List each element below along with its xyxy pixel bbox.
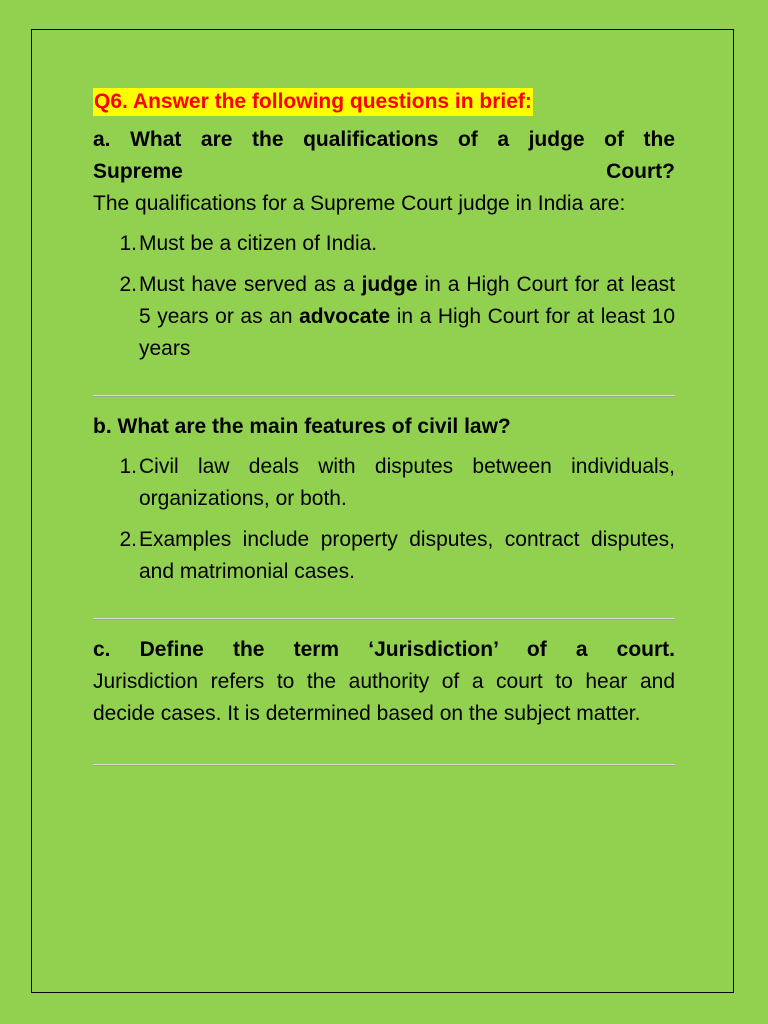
section-c — [93, 634, 675, 730]
divider — [93, 395, 675, 397]
list-text: Civil law deals with disputes between individuals, organizations, or both. — [139, 455, 675, 510]
text-fragment: Must have served as a — [139, 273, 362, 296]
list-text: Examples include property disputes, contract disputes, and matrimonial cases. — [139, 528, 675, 583]
text-fragment: in a High Court for at least 5 years or as an — [139, 273, 675, 328]
page-title: Q6. Answer the following questions in brief: — [93, 88, 533, 116]
list-number: 1. — [119, 455, 137, 478]
title-wrap — [93, 86, 675, 118]
list-text: Must be a citizen of India. — [139, 232, 378, 255]
question-a-line1: a. What are the qualifications of a judge of the — [93, 128, 675, 151]
question-a-line2: Supreme Court? — [93, 160, 675, 183]
question-b: b. What are the main features of civil law? — [93, 415, 511, 438]
list-item — [93, 228, 675, 260]
divider — [93, 618, 675, 620]
list-number: 1. — [119, 232, 137, 255]
list-item — [93, 524, 675, 588]
list-text — [139, 269, 675, 365]
section-b — [93, 411, 675, 588]
list-item — [93, 269, 675, 365]
answer-a-intro: The qualifications for a Supreme Court judge in India are: — [93, 192, 626, 215]
bold-advocate: advocate — [299, 305, 391, 328]
text-fragment: in a High Court for at least 10 years — [139, 305, 675, 360]
list-number: 2. — [119, 528, 137, 551]
list-item — [93, 451, 675, 515]
section-a — [93, 124, 675, 365]
document-content — [93, 86, 675, 766]
list-number: 2. — [119, 273, 137, 296]
divider — [93, 764, 675, 766]
answer-b-list — [93, 451, 675, 588]
question-c: c. Define the term ‘Jurisdiction’ of a court. — [93, 638, 675, 661]
answer-c: Jurisdiction refers to the authority of a court to hear and decide cases. It is determined based on the subject matter. — [93, 670, 675, 725]
bold-judge: judge — [361, 273, 418, 296]
answer-a-list — [93, 228, 675, 365]
